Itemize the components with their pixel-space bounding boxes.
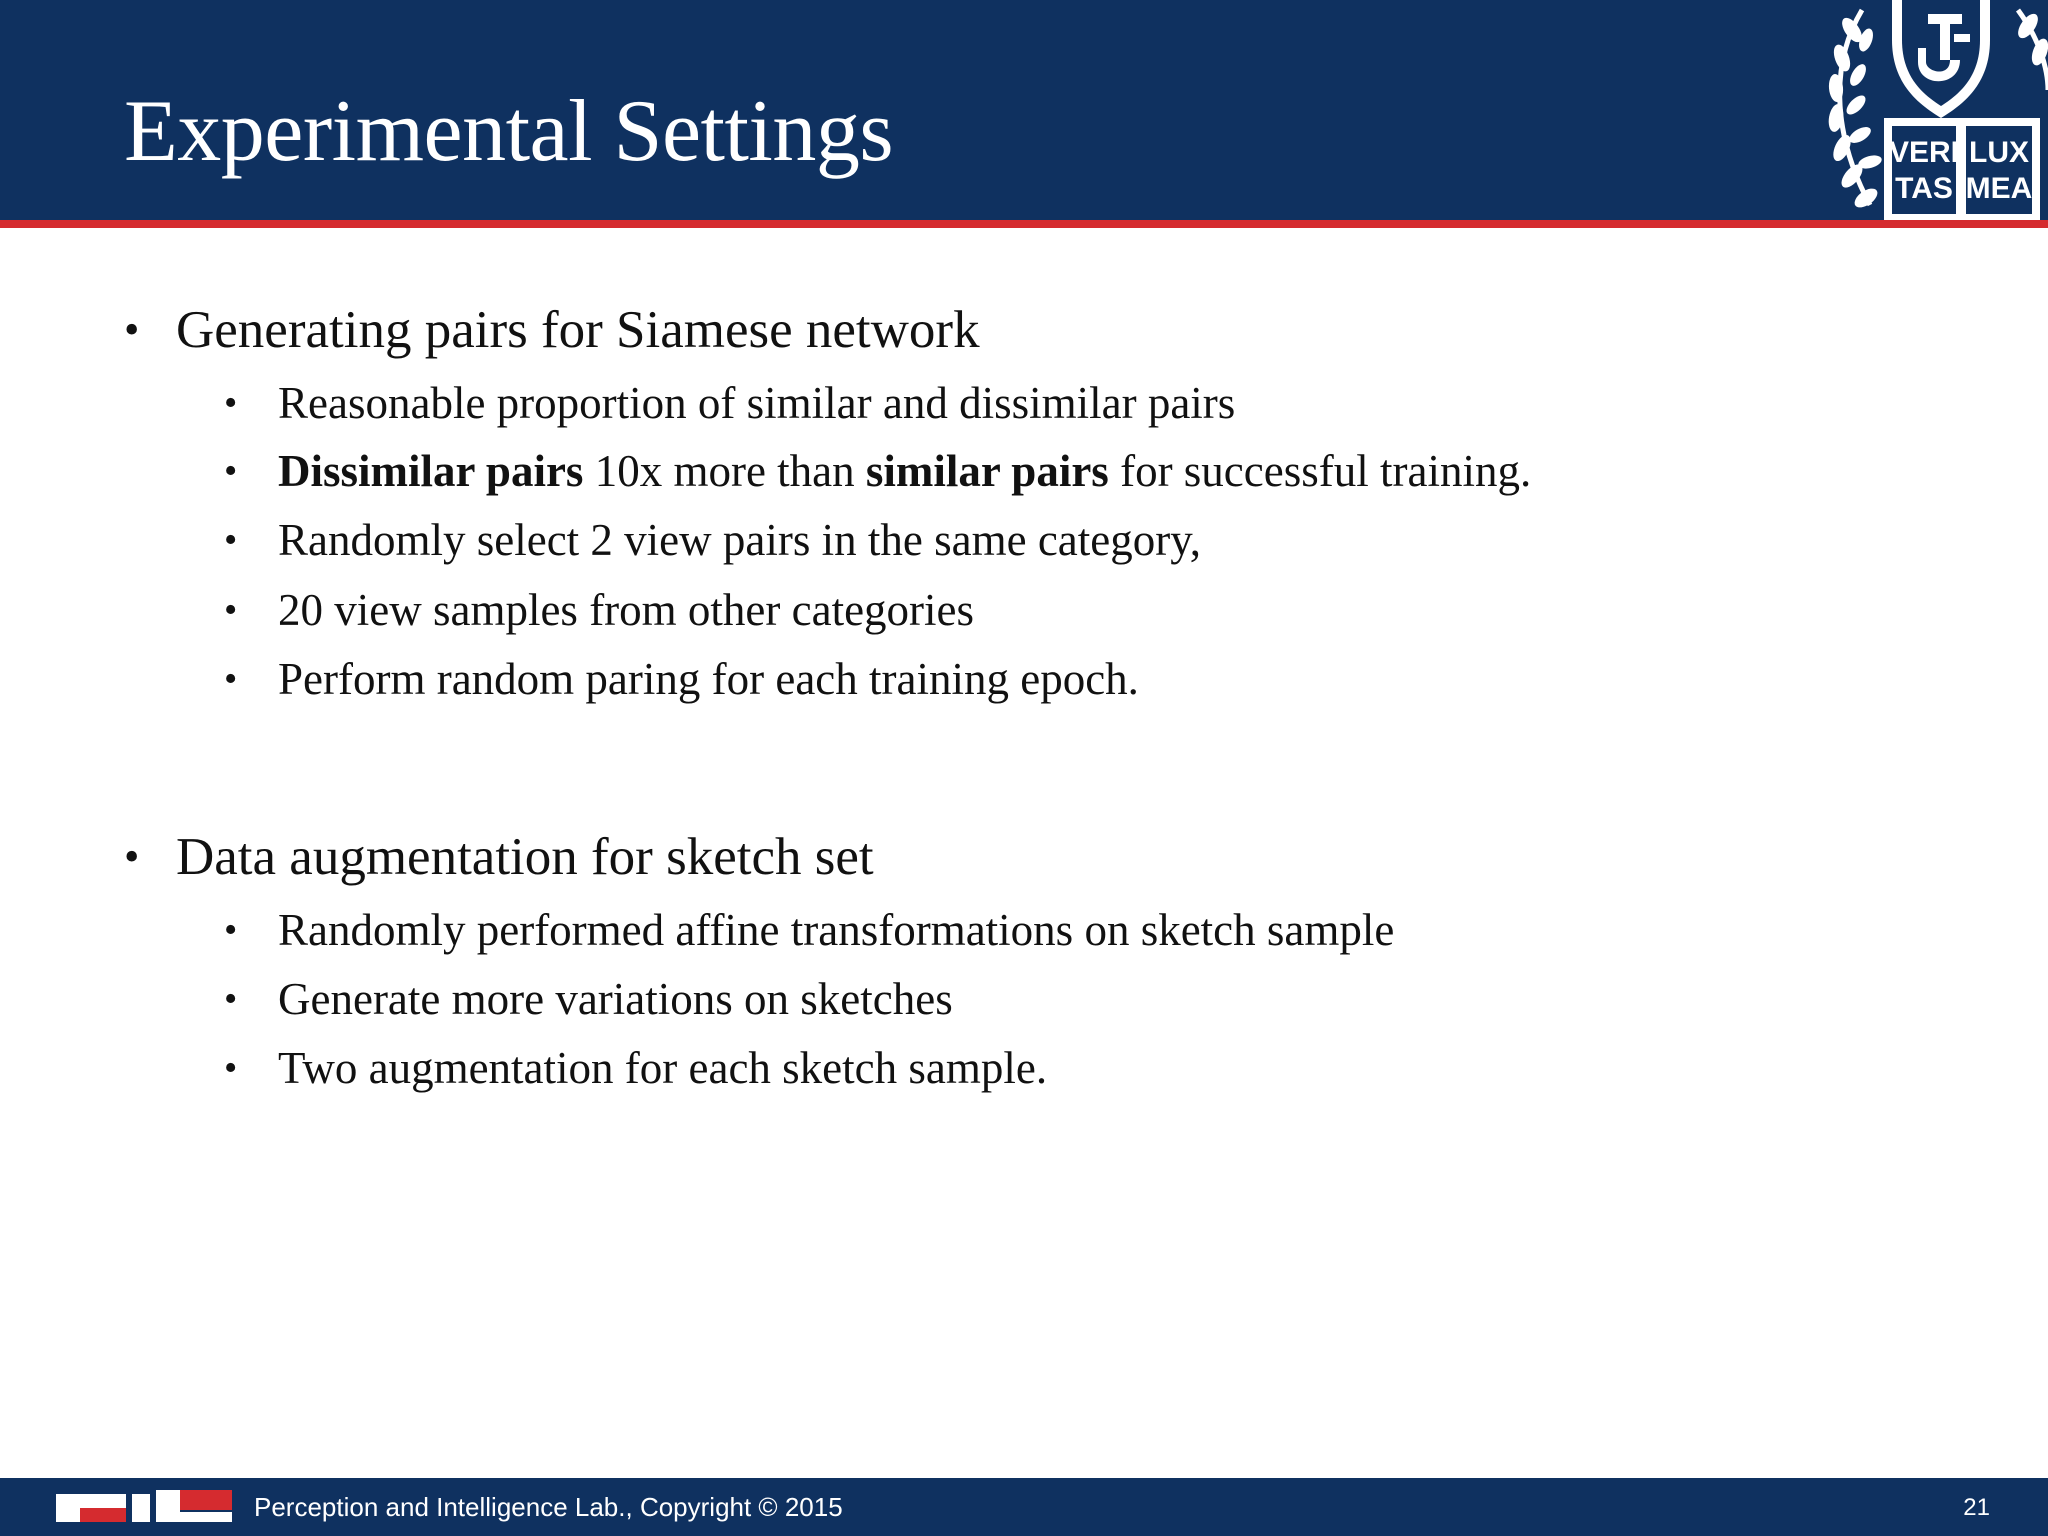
footer-copyright: Perception and Intelligence Lab., Copyright © 2015 [254,1492,843,1522]
bullet-icon: • [224,1047,238,1089]
svg-text:TAS: TAS [1895,172,1953,205]
list-item: Randomly performed affine transformations on sketch sample [278,905,1395,955]
bullet-icon: • [224,589,238,631]
bullet-icon: • [224,450,238,492]
section-heading: Generating pairs for Siamese network [176,301,980,359]
bullet-icon: • [124,305,140,354]
bullet-icon: • [124,832,140,881]
bullet-icon: • [224,658,238,700]
list-item [278,444,1531,498]
list-item: Two augmentation for each sketch sample. [278,1043,1048,1093]
pil-lab-logo-icon [56,1488,232,1524]
section-heading: Data augmentation for sketch set [176,828,874,886]
page-number: 21 [1963,1494,1990,1521]
list-item: Randomly select 2 view pairs in the same category, [278,515,1202,565]
bullet-icon: • [224,382,238,424]
bullet-icon: • [224,978,238,1020]
emphasis-text: Dissimilar pairs [278,446,584,496]
list-item-text: for successful training. [1108,446,1532,496]
svg-text:MEA: MEA [1965,172,2033,205]
bullet-icon: • [224,519,238,561]
slide-title: Experimental Settings [124,83,894,180]
svg-text:LUX: LUX [1969,136,2029,169]
list-item: Reasonable proportion of similar and dissimilar pairs [278,378,1236,428]
svg-text:VERI: VERI [1888,136,1960,169]
list-item: Perform random paring for each training epoch. [278,654,1139,704]
list-item: Generate more variations on sketches [278,974,953,1024]
list-item-text: 10x more than [583,446,866,496]
list-item: 20 view samples from other categories [278,585,975,635]
slide-footer [0,1478,2048,1536]
emphasis-text: similar pairs [865,446,1109,496]
bullet-icon: • [224,909,238,951]
